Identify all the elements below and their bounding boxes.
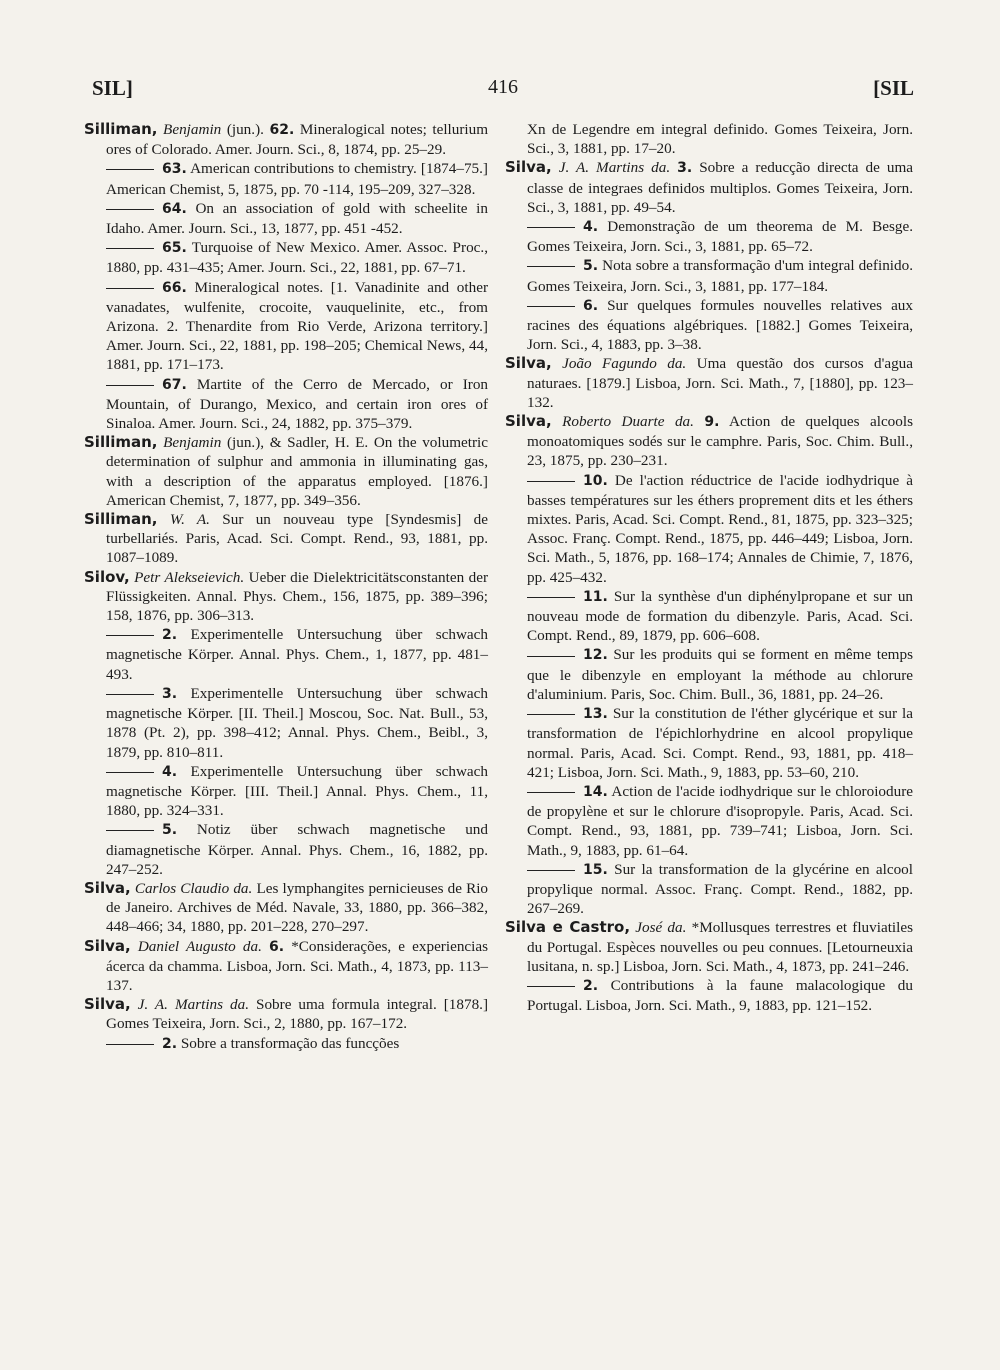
author-forename: Petr Alekseievich.: [134, 568, 245, 586]
entry-text: De l'action réductrice de l'acide iodhydrique à basses températures sur les éthers proprement dits et les éthers mixtes. Paris, Acad. Sci. Compt. Rend., 81, 1875, pp. 323–325; Assoc. Franç. Compt. Rend., 1875, pp. 446–449; Lisboa, Jorn. Sci. Math., 5, 1876, pp. 168–174; Annales de Chimie, 7, 1876, pp. 425–432.: [527, 471, 914, 586]
entry-number: 12.: [583, 647, 608, 664]
bibliography-entry: [527, 782, 913, 860]
bibliography-entry: [505, 354, 913, 412]
author-forename: J. A. Martins da.: [137, 996, 250, 1014]
left-column: [84, 120, 488, 1054]
entry-text: Sur un nouveau type [Syndesmis] de turbellariés. Paris, Acad. Sci. Compt. Rend., 93, 1881, pp. 1087–1089.: [106, 511, 489, 567]
author-suffix: (jun.), & Sadler, H. E.: [226, 434, 369, 452]
entry-text: Sur la constitution de l'éther glycérique et sur la transformation de l'épichlorhydrine en alcool propylique normal. Paris, Acad. Sci. Compt. Rend., 93, 1881, pp. 418–421; Lisboa, Jorn. Sci. Math., 9, 1883, pp. 53–60, 210.: [527, 705, 914, 781]
entry-text: Demonstração de um theorema de M. Besge. Gomes Teixeira, Jorn. Sci., 3, 1881, pp. 65–72.: [527, 218, 913, 256]
entry-text: Xn de Legendre em integral definido. Gomes Teixeira, Jorn. Sci., 3, 1881, pp. 17–20.: [527, 121, 913, 158]
entry-text: On an association of gold with scheelite in Idaho. Amer. Journ. Sci., 13, 1877, pp. 451 -452.: [106, 199, 488, 238]
bibliography-entry: [505, 918, 914, 976]
ditto-dash: [527, 792, 575, 793]
bibliography-entry: [84, 120, 489, 159]
bibliography-entry: [527, 256, 913, 295]
entry-number: 10.: [583, 472, 608, 489]
entry-text: Sobre uma formula integral. [1878.] Gomes Teixeira, Jorn. Sci., 2, 1880, pp. 167–172.: [106, 996, 489, 1033]
running-header: [92, 76, 914, 106]
entry-number: 11.: [583, 588, 608, 605]
author-name: Silva,: [84, 995, 131, 1014]
entry-number: 13.: [583, 706, 608, 723]
page-number: 416: [488, 76, 518, 98]
header-left: SIL]: [92, 76, 133, 100]
entry-number: 5.: [583, 258, 599, 275]
entry-text: Sur la transformation de la glycérine en alcool propylique normal. Assoc. Franç. Compt. Rend., 1882, pp. 267–269.: [527, 860, 913, 918]
entry-text: Nota sobre a transformação d'um integral definido. Gomes Teixeira, Jorn. Sci., 3, 1881, pp. 177–184.: [527, 257, 913, 295]
author-name: Silva e Castro,: [505, 918, 631, 937]
author-forename: João Fagundo da.: [562, 355, 687, 373]
ditto-dash: [106, 385, 154, 386]
entry-number: 6.: [583, 297, 599, 314]
bibliography-entry: [106, 820, 488, 879]
entry-text: American contributions to chemistry. [1874–75.] American Chemist, 5, 1875, pp. 70 -114, 195–209, 327–328.: [106, 160, 488, 198]
entry-text: Les lymphangites pernicieuses de Rio de Janeiro. Archives de Méd. Navale, 33, 1880, pp. 366–382, 448–466; 34, 1880, pp. 201–228, 270–297.: [106, 879, 489, 936]
bibliography-entry: [106, 159, 488, 198]
bibliography-entry: [505, 412, 913, 471]
bibliography-entry: [84, 878, 489, 937]
ditto-dash: [527, 306, 575, 307]
entry-number: 65.: [162, 240, 187, 257]
entry-text: Experimentelle Untersuchung über schwach magnetische Körper. [II. Theil.] Moscou, Soc. Nat. Bull., 53, 1878 (Pt. 2), pp. 398–412; Annal. Phys. Chem., Beibl., 3, 1879, pp. 810–811.: [106, 684, 488, 761]
entry-number: 67.: [162, 376, 187, 393]
entry-number: 2.: [162, 1035, 178, 1052]
bibliography-entry: [84, 433, 488, 510]
entry-text: Sobre a transformação das funcções: [180, 1034, 400, 1052]
entry-text: Experimentelle Untersuchung über schwach magnetische Körper. [III. Theil.] Annal. Phys. Chem., 11, 1880, pp. 324–331.: [106, 762, 488, 820]
bibliography-entry: [106, 238, 488, 277]
entry-number: 62.: [269, 122, 295, 138]
ditto-dash: [527, 266, 575, 267]
entry-number: 4.: [583, 219, 599, 236]
author-name: Silva,: [505, 354, 552, 373]
bibliography-entry: [527, 645, 913, 704]
header-right: [SIL: [873, 76, 914, 100]
entry-text: Sur les produits qui se forment en même temps que le dibenzyle en employant la méthode au chlorure d'aluminium. Paris, Soc. Chim. Bull., 36, 1881, pp. 24–26.: [527, 646, 914, 703]
entry-number: 2.: [583, 977, 599, 994]
entry-number: 2.: [162, 627, 178, 644]
bibliography-entry: [106, 625, 488, 684]
entry-text: Experimentelle Untersuchung über schwach magnetische Körper. Annal. Phys. Chem., 1, 1877, pp. 481–493.: [106, 626, 488, 683]
right-column: [505, 120, 913, 1015]
entry-number: 5.: [162, 822, 178, 839]
author-suffix: (jun.).: [226, 121, 264, 138]
entry-text: On the volumetric determination of sulphur and ammonia in illuminating gas, with a description of the apparatus employed. [1876.] American Chemist, 7, 1877, pp. 349–356.: [106, 434, 488, 509]
bibliography-entry: [505, 158, 914, 217]
ditto-dash: [527, 481, 575, 482]
author-name: Silva,: [84, 936, 131, 955]
bibliography-entry: [527, 296, 913, 355]
entry-text: Sobre a reducção directa de uma classe de integraes definidos multiplos. Gomes Teixeira, Jorn. Sci., 3, 1881, pp. 49–54.: [527, 159, 914, 216]
entry-text: Action de l'acide iodhydrique sur le chloroiodure de propylène et sur le chlorure d'isopropyle. Paris, Acad. Sci. Compt. Rend., 93, 1881, pp. 739–741; Lisboa, Jorn. Sci. Math., 9, 1883, pp. 61–64.: [527, 782, 913, 859]
entry-text: Martite of the Cerro de Mercado, or Iron Mountain, of Durango, Mexico, and certain iron ores of Sinaloa. Amer. Journ. Sci., 24, 1882, pp. 375–379.: [106, 375, 489, 433]
ditto-dash: [527, 986, 575, 987]
bibliography-entry: [84, 567, 489, 626]
entry-text: Mineralogical notes; tellurium ores of Colorado. Amer. Journ. Sci., 8, 1874, pp. 25–29.: [106, 121, 489, 159]
bibliography-entry: [106, 684, 488, 762]
entry-number: 14.: [583, 783, 608, 800]
author-forename: Daniel Augusto da.: [137, 937, 262, 955]
bibliography-entry: [527, 471, 913, 587]
bibliography-entry: [84, 936, 489, 996]
author-forename: Roberto Duarte da.: [562, 413, 694, 431]
bibliography-entry: [527, 587, 913, 646]
entry-number: 9.: [704, 414, 720, 431]
entry-number: 6.: [269, 938, 285, 955]
entry-number: 66.: [162, 279, 187, 296]
author-name: Silliman,: [84, 120, 158, 138]
ditto-dash: [527, 656, 575, 657]
bibliography-entry: [84, 510, 489, 568]
ditto-dash: [527, 870, 575, 871]
bibliography-entry: [527, 704, 913, 782]
author-forename: Carlos Claudio da.: [134, 879, 253, 897]
author-name: Silliman,: [84, 433, 158, 452]
author-name: Silva,: [505, 412, 552, 431]
entry-number: 3.: [162, 685, 178, 702]
ditto-dash: [527, 227, 575, 228]
entry-text: Turquoise of New Mexico. Amer. Assoc. Proc., 1880, pp. 431–435; Amer. Journ. Sci., 22, 1881, pp. 67–71.: [106, 239, 488, 277]
entry-text: Ueber die Dielektricitätsconstanten der Flüssigkeiten. Annal. Phys. Chem., 156, 1875, pp. 389–396; 158, 1876, pp. 306–313.: [106, 568, 489, 625]
entry-text: Uma questão dos cursos d'agua naturaes. [1879.] Lisboa, Jorn. Sci. Math., 7, [1880], pp. 123–132.: [527, 355, 913, 411]
author-forename: Benjamin: [163, 121, 222, 138]
author-name: Silliman,: [84, 510, 158, 529]
entry-text: Mineralogical notes. [1. Vanadinite and other vanadates, wulfenite, crocoite, vauquelinite, etc., from Arizona. 2. Thenardite from Rio Verde, Arizona territory.] Amer. Journ. Sci., 22, 1881, pp. 198–205; Chemical News, 44, 1881, pp. 171–173.: [106, 278, 489, 374]
entry-text: *Mollusques terrestres et fluviatiles du Portugal. Espèces nouvelles ou peu connues. [Letourneuxia lusitana, n. sp.] Lisboa, Jorn. Sci. Math., 4, 1873, pp. 241–246.: [527, 919, 914, 975]
author-name: Silva,: [84, 878, 131, 897]
ditto-dash: [106, 288, 154, 289]
entry-text: Notiz über schwach magnetische und diamagnetische Körper. Annal. Phys. Chem., 16, 1882, pp. 247–252.: [106, 821, 488, 878]
bibliography-entry: [106, 375, 488, 434]
author-name: Silva,: [505, 158, 552, 177]
author-forename: W. A.: [169, 511, 210, 529]
ditto-dash: [106, 635, 154, 636]
author-forename: Benjamin: [163, 434, 222, 452]
author-name: Silov,: [84, 567, 130, 586]
ditto-dash: [527, 714, 575, 715]
bibliography-entry: [527, 976, 913, 1015]
ditto-dash: [106, 694, 154, 695]
ditto-dash: [106, 169, 154, 170]
bibliography-entry: [527, 120, 913, 158]
ditto-dash: [106, 248, 154, 249]
entry-text: Action de quelques alcools monoatomiques sodés sur le camphre. Paris, Soc. Chim. Bull., 23, 1875, pp. 230–231.: [527, 413, 913, 470]
ditto-dash: [106, 772, 154, 773]
entry-text: Sur quelques formules nouvelles relatives aux racines des équations algébriques. [1882.] Gomes Teixeira, Jorn. Sci., 4, 1883, pp. 3–38.: [527, 296, 913, 354]
entry-number: 15.: [583, 861, 608, 878]
entry-text: Sur la synthèse d'un diphénylpropane et sur un nouveau mode de formation du dibenzyle. Paris, Acad. Sci. Compt. Rend., 89, 1879, pp. 606–608.: [527, 587, 914, 645]
bibliography-entry: [106, 762, 488, 821]
entry-number: 63.: [162, 161, 187, 178]
bibliography-entry: [106, 1034, 488, 1054]
entry-number: 64.: [162, 200, 187, 217]
author-forename: José da.: [635, 919, 687, 937]
entry-number: 3.: [677, 160, 693, 177]
ditto-dash: [106, 209, 154, 210]
entry-number: 4.: [162, 763, 178, 780]
entry-text: Contributions à la faune malacologique du Portugal. Lisboa, Jorn. Sci. Math., 9, 1883, pp. 121–152.: [527, 976, 913, 1015]
ditto-dash: [106, 1044, 154, 1045]
bibliography-entry: [84, 995, 489, 1033]
author-forename: J. A. Martins da.: [558, 159, 671, 177]
bibliography-entry: [106, 199, 488, 238]
entry-text: *Considerações, e experiencias ácerca da chamma. Lisboa, Jorn. Sci. Math., 4, 1873, pp. 113–137.: [106, 937, 489, 994]
ditto-dash: [527, 597, 575, 598]
bibliography-entry: [527, 860, 913, 919]
ditto-dash: [106, 830, 154, 831]
bibliography-entry: [527, 217, 913, 256]
bibliography-entry: [106, 278, 488, 375]
